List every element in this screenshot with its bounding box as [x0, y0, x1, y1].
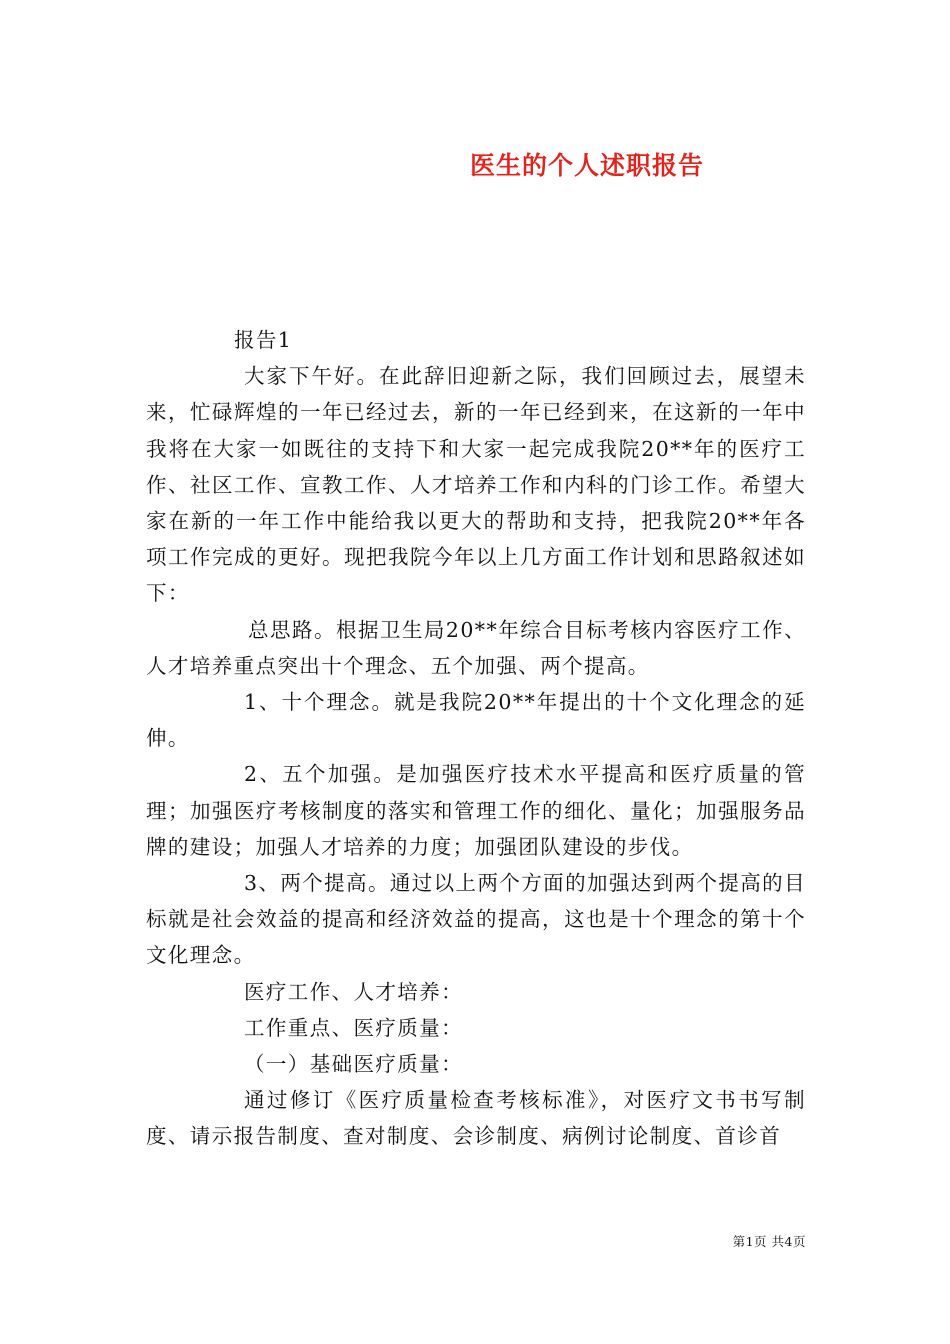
document-title: 医生的个人述职报告: [470, 150, 705, 180]
paragraph-two-improvements: 3、两个提高。通过以上两个方面的加强达到两个提高的目标就是社会效益的提高和经济效益的提高，这也是十个理念的第十个文化理念。: [146, 871, 806, 968]
page-number: 第1页 共4页: [732, 1234, 806, 1249]
paragraph-work-focus-heading: 工作重点、医疗质量：: [244, 1015, 463, 1040]
paragraph-overall-approach: 总思路。根据卫生局20**年综合目标考核内容医疗工作、人才培养重点突出十个理念、五个加强、两个提高。: [146, 617, 806, 678]
document-body: [146, 322, 806, 1155]
paragraph-standards-revision: 通过修订《医疗质量检查考核标准》，对医疗文书书写制度、请示报告制度、查对制度、会诊制度、病例讨论制度、首诊首: [146, 1088, 806, 1149]
paragraph-five-strengthenings: 2、五个加强。是加强医疗技术水平提高和医疗质量的管理；加强医疗考核制度的落实和管理工作的细化、量化；加强服务品牌的建设；加强人才培养的力度；加强团队建设的步伐。: [146, 762, 806, 859]
paragraph-greeting: 大家下午好。在此辞旧迎新之际，我们回顾过去，展望未来，忙碌辉煌的一年已经过去，新的一年已经到来，在这新的一年中我将在大家一如既往的支持下和大家一起完成我院20**年的医疗工作、社区工作、宣教工作、人才培养工作和内科的门诊工作。希望大家在新的一年工作中能给我以更大的帮助和支持，把我院20**年各项工作完成的更好。现把我院今年以上几方面工作计划和思路叙述如下：: [146, 364, 806, 606]
paragraph-report-heading: 报告1: [234, 328, 293, 352]
paragraph-medical-work-heading: 医疗工作、人才培养：: [244, 979, 463, 1004]
paragraph-basic-quality-heading: （一）基础医疗质量：: [244, 1052, 463, 1077]
paragraph-ten-concepts: 1、十个理念。就是我院20**年提出的十个文化理念的延伸。: [146, 690, 806, 751]
